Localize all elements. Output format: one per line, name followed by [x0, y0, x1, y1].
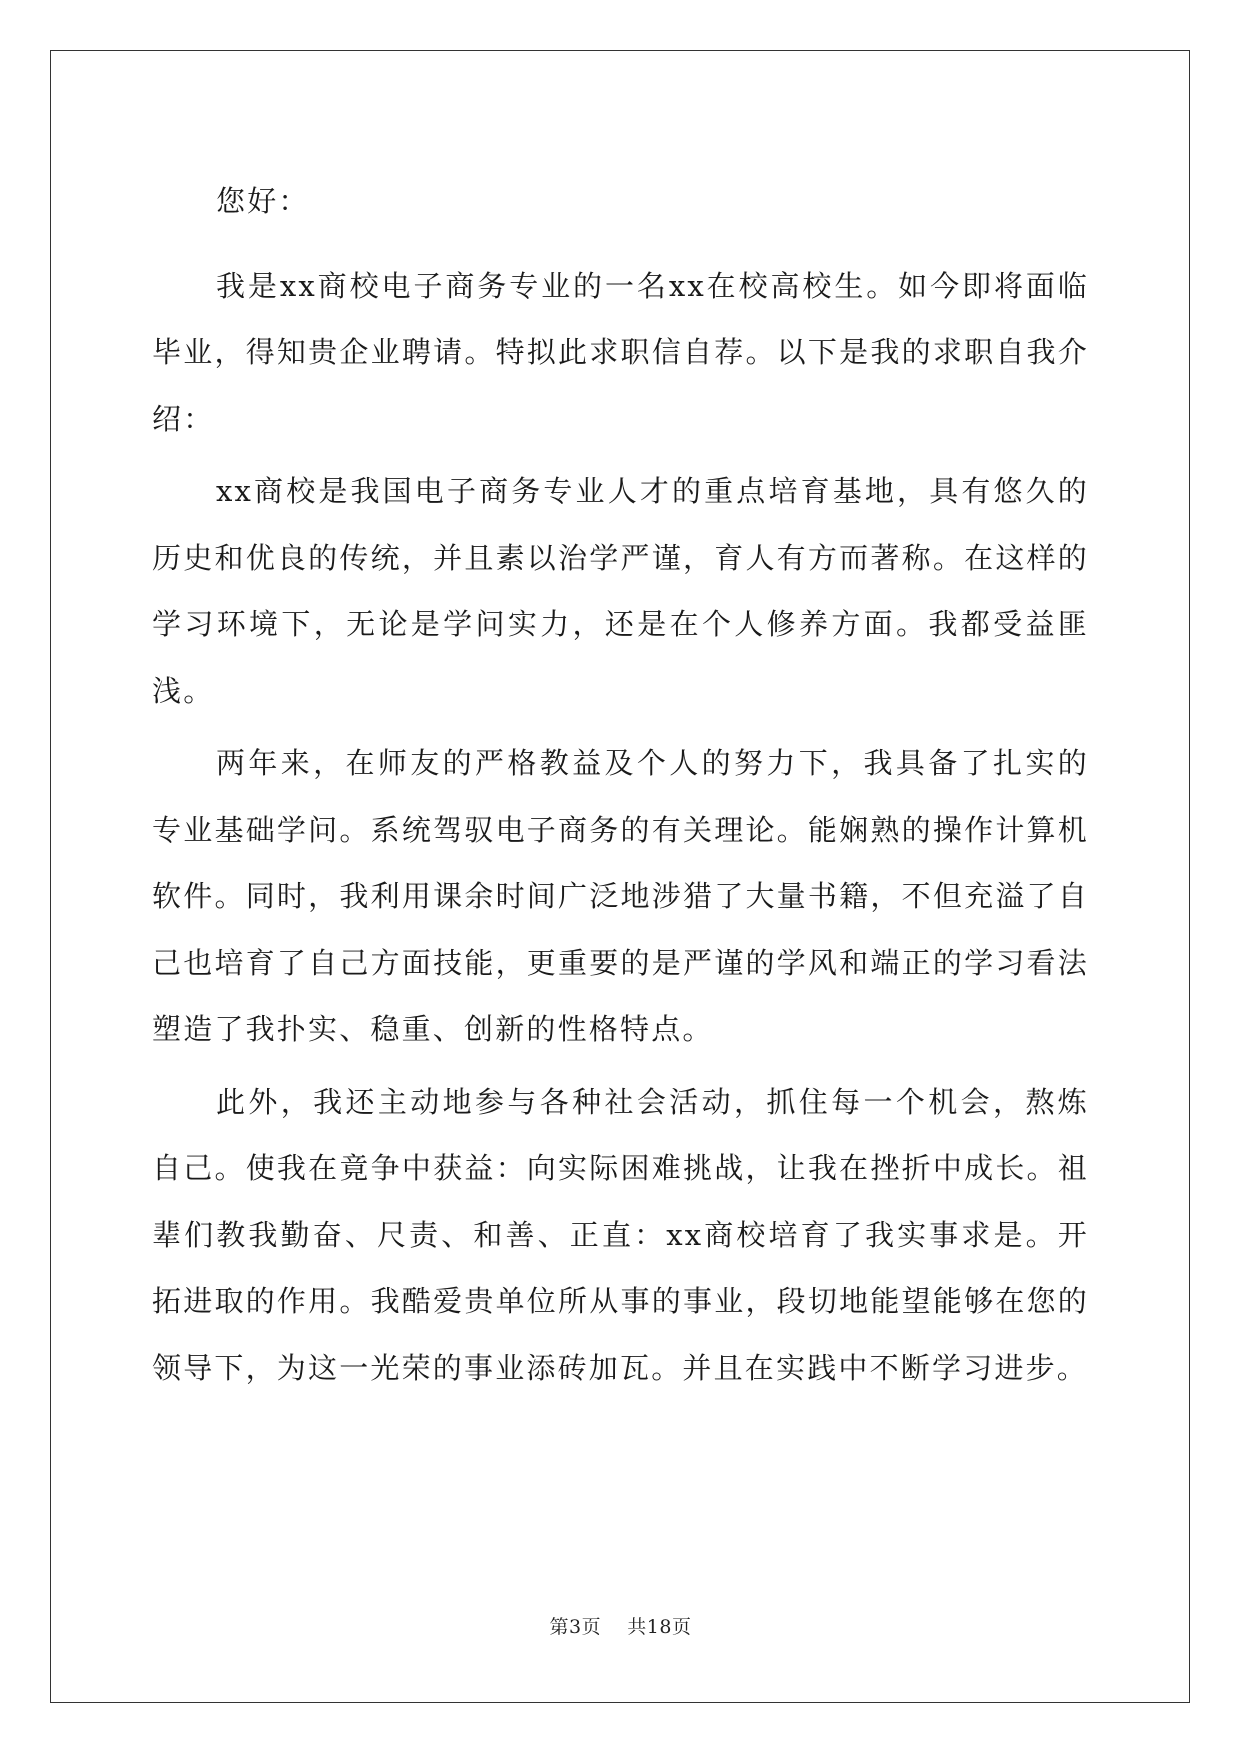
page-total: 共18页: [627, 1616, 692, 1638]
paragraph-activities: 此外，我还主动地参与各种社会活动，抓住每一个机会，熬炼自己。使我在竟争中获益：向实际困难挑战，让我在挫折中成长。祖辈们教我勤奋、尺责、和善、正直：xx商校培育了我实事求是。开拓进取的作用。我酷爱贵单位所从事的事业，段切地能望能够在您的领导下，为这一光荣的事业添砖加瓦。并且在实践中不断学习进步。: [152, 1084, 1089, 1385]
paragraph-intro: 我是xx商校电子商务专业的一名xx在校高校生。如今即将面临毕业，得知贵企业聘请。特拟此求职信自荐。以下是我的求职自我介绍：: [152, 268, 1089, 436]
page-footer: [0, 1612, 1241, 1639]
letter-body: [152, 168, 1089, 1407]
page-number: 第3页: [549, 1616, 602, 1638]
greeting: 您好：: [216, 184, 310, 218]
paragraph-school: xx商校是我国电子商务专业人才的重点培育基地，具有悠久的历史和优良的传统，并且素以治学严谨，育人有方而著称。在这样的学习环境下，无论是学问实力，还是在个人修养方面。我都受益匪浅。: [152, 474, 1089, 708]
paragraph-skills: 两年来，在师友的严格教益及个人的努力下，我具备了扎实的专业基础学问。系统驾驭电子商务的有关理论。能娴熟的操作计算机软件。同时，我利用课余时间广泛地涉猎了大量书籍，不但充溢了自己也培育了自己方面技能，更重要的是严谨的学风和端正的学习看法塑造了我扑实、稳重、创新的性格特点。: [152, 746, 1089, 1046]
